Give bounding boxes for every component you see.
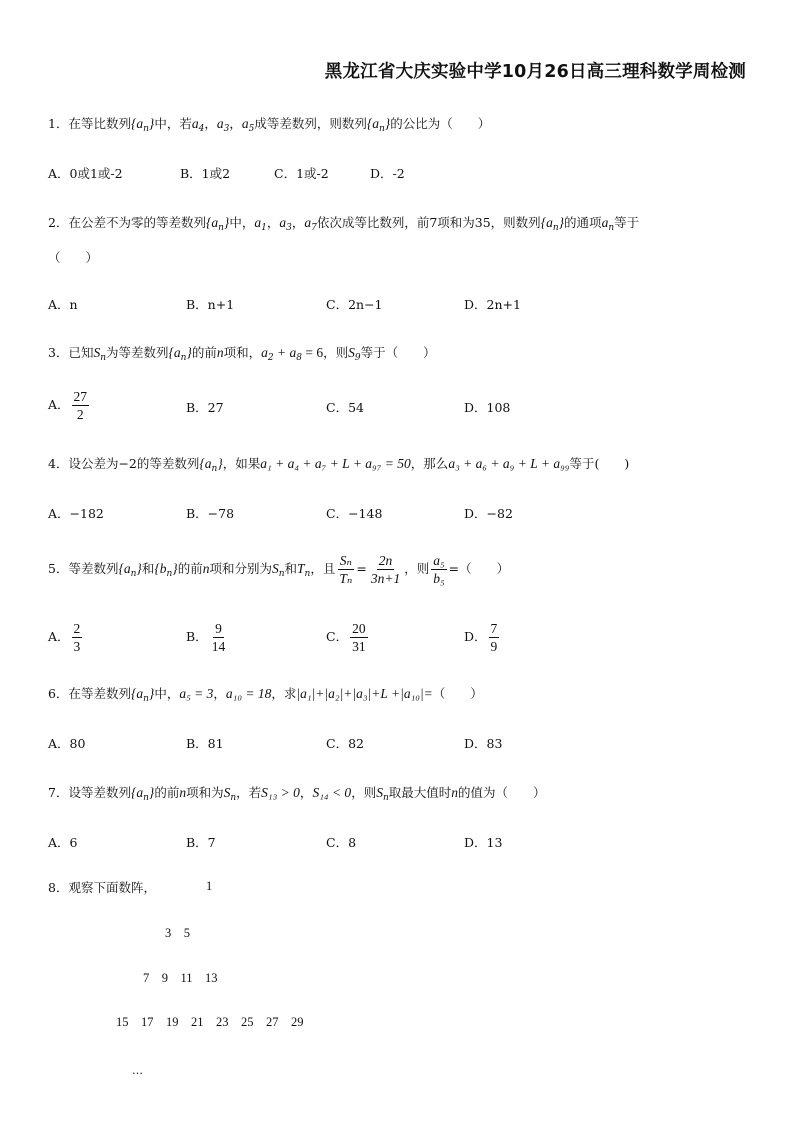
q7-option-d[interactable]: D．13 [464, 835, 503, 850]
question-3: 3．已知$S_n$为等差数列$\{a_n\}$的前n项和，$a_2 + a_8 = 6$，则$S_9$等于（ ） [48, 345, 436, 363]
q3-option-c[interactable]: C．54 [326, 400, 364, 415]
q3-option-a[interactable]: A． $\frac{27}{2}$ [48, 389, 88, 422]
q1-option-d[interactable]: D．-2 [370, 166, 405, 181]
q2-option-c[interactable]: C．2n−1 [326, 297, 383, 312]
q4-option-a[interactable]: A．−182 [48, 506, 104, 521]
q7-option-b[interactable]: B．7 [186, 835, 216, 850]
question-7: 7．设等差数列$\{a_n\}$的前n项和为$S_n$，若S₁₃ > 0，S₁₄ < 0，则$S_n$取最大值时n的值为（ ） [48, 785, 546, 803]
question-1: 1．在等比数列$\{a_n\}$中，若$a_4$，$a_3$，$a_5$成等差数列，则数列$\{a_n\}$的公比为（ ） [48, 116, 491, 134]
q5-option-d-fraction: $\frac{7}{9}$ [490, 621, 498, 654]
q5-option-b[interactable]: B． $\frac{9}{14}$ [186, 621, 226, 654]
q5-option-b-fraction: $\frac{9}{14}$ [211, 621, 226, 654]
q2-option-d[interactable]: D．2n+1 [464, 297, 521, 312]
q7-option-c[interactable]: C．8 [326, 835, 357, 850]
triangle-ellipsis: … [132, 1064, 143, 1077]
q5-option-d[interactable]: D． $\frac{7}{9}$ [464, 621, 498, 654]
q5-option-a-fraction: $\frac{2}{3}$ [73, 621, 81, 654]
triangle-row-1: 1 [206, 879, 213, 893]
question-2: 2．在公差不为零的等差数列$\{a_n\}$中，$a_1$，$a_3$，$a_7$依次成等比数列，前7项和为35，则数列$\{a_n\}$的通项$a_n$等于 [48, 215, 640, 233]
q3-option-a-fraction: $\frac{27}{2}$ [73, 389, 88, 422]
q5-fraction-2n: $\frac{2n}{3n+1}$ [370, 553, 401, 586]
q6-option-b[interactable]: B．81 [186, 736, 224, 751]
q2-option-b[interactable]: B．n+1 [186, 297, 235, 312]
q4-option-d[interactable]: D．−82 [464, 506, 513, 521]
q1-text: 1．在等比数列 [48, 116, 131, 131]
q2-paren: （ ） [48, 250, 99, 265]
q6-option-a[interactable]: A．80 [48, 736, 86, 751]
q5-option-c-fraction: $\frac{20}{31}$ [352, 621, 366, 654]
q5-option-c[interactable]: C． $\frac{20}{31}$ [326, 621, 366, 654]
triangle-row-3: 7 9 11 13 [143, 971, 218, 985]
q2-option-a[interactable]: A．n [48, 297, 78, 312]
q1-option-a[interactable]: A．0或1或-2 [48, 166, 123, 181]
q6-option-d[interactable]: D．83 [464, 736, 503, 751]
q6-option-c[interactable]: C．82 [326, 736, 364, 751]
q5-option-a[interactable]: A． $\frac{2}{3}$ [48, 621, 81, 654]
q3-option-b[interactable]: B．27 [186, 400, 224, 415]
question-6: 6．在等差数列$\{a_n\}$中，a₅ = 3，a₁₀ = 18，求|a₁|+|a₂|+|a₃|+L +|a₁₀|=（ ） [48, 686, 483, 704]
question-5: 5．等差数列$\{a_n\}$和$\{b_n\}$的前n项和分别为$S_n$和$T_n$，且 $\frac{\text{Sₙ}}{\text{Tₙ}}$ = $\frac{2n}{3n+1}$ ，则 $\frac{\text{a₅}}{\text{b₅}}$ =（ ） [48, 553, 510, 586]
question-8: 8．观察下面数阵， [48, 880, 156, 895]
q1-option-c[interactable]: C．1或-2 [274, 166, 329, 181]
q5-fraction-a-over-b: $\frac{\text{a₅}}{\text{b₅}}$ [433, 553, 445, 586]
triangle-row-2: 3 5 [165, 926, 191, 940]
q1-option-b[interactable]: B．1或2 [180, 166, 231, 181]
triangle-row-4: 15 17 19 21 23 25 27 29 [116, 1015, 304, 1029]
q5-fraction-s-over-t: $\frac{\text{Sₙ}}{\text{Tₙ}}$ [339, 553, 353, 586]
q4-option-b[interactable]: B．−78 [186, 506, 235, 521]
q3-option-d[interactable]: D．108 [464, 400, 511, 415]
page-title: 黑龙江省大庆实验中学10月26日高三理科数学周检测 [324, 62, 746, 82]
q4-option-c[interactable]: C．−148 [326, 506, 383, 521]
question-4: 4．设公差为−2的等差数列$\{a_n\}$，如果a₁ + a₄ + a₇ + L + a₉₇ = 50，那么a₃ + a₆ + a₉ + L + a₉₉等于( ) [48, 456, 630, 474]
q7-option-a[interactable]: A．6 [48, 835, 78, 850]
